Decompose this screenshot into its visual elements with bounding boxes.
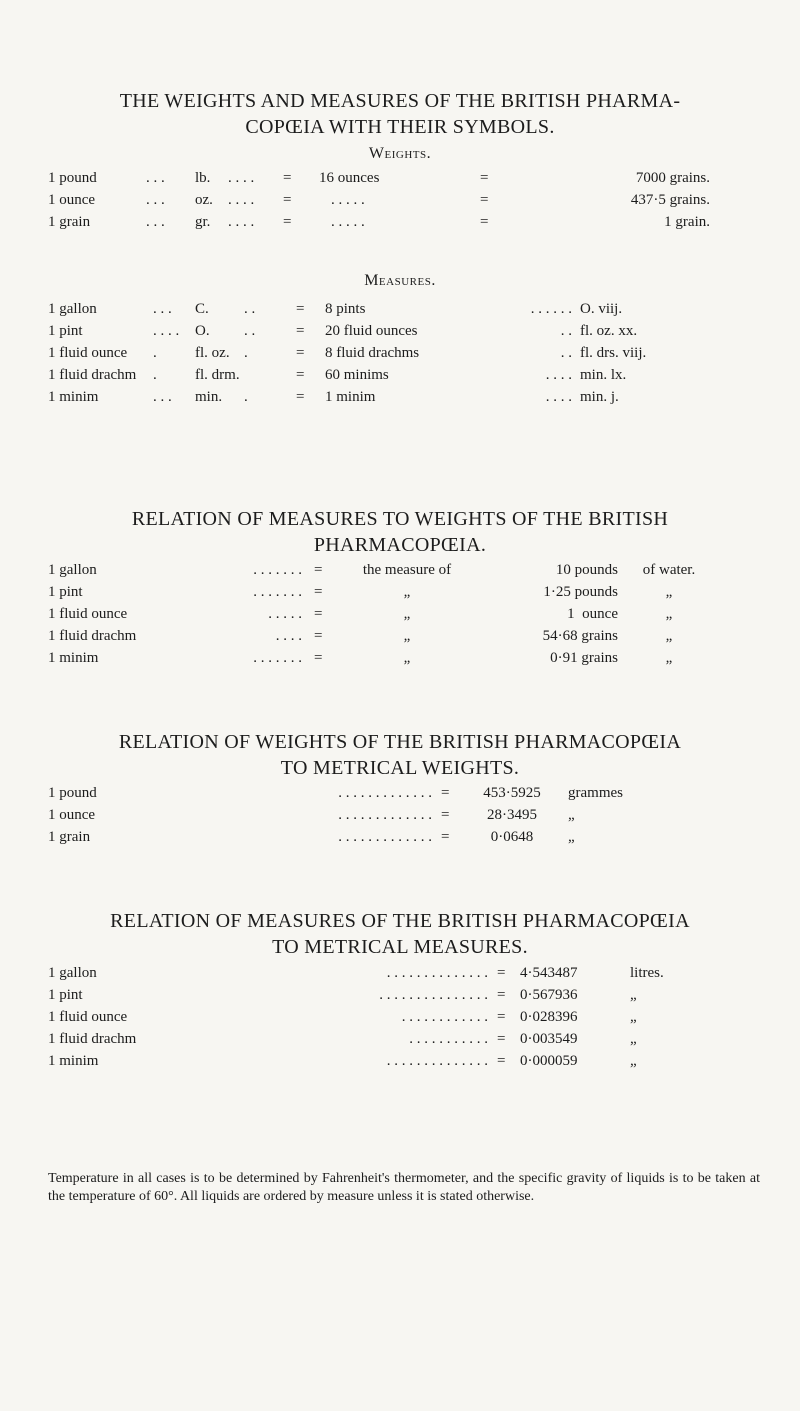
relation-weights-metric-title-line2: TO METRICAL WEIGHTS.: [280, 757, 520, 779]
unit-cell: 1 gallon: [48, 562, 97, 578]
leader-dots: . . . . . . .: [253, 562, 302, 578]
leader-dots: . . .: [146, 170, 165, 186]
unit-cell: 1 gallon: [48, 965, 97, 981]
amount-cell: 0·91 grains: [550, 650, 618, 666]
equals-sign: =: [441, 829, 450, 845]
suffix-cell: of water.: [642, 562, 696, 578]
suffix-cell: „: [665, 650, 673, 666]
leader-dots: . . . . .: [331, 214, 365, 230]
abbreviation-cell: fl. drs. viij.: [580, 345, 647, 361]
unit-cell: 1 ounce: [48, 192, 96, 208]
unit-cell: 1 pint: [48, 987, 83, 1003]
abbreviation-cell: O. viij.: [580, 301, 623, 317]
relation-measures-weights-title-line1: RELATION OF MEASURES TO WEIGHTS OF THE BRITISH: [131, 508, 669, 530]
description-cell: „: [403, 628, 411, 644]
leader-dots: . . . . . .: [530, 301, 572, 317]
amount-cell: 1·25 pounds: [543, 584, 618, 600]
suffix-cell: „: [630, 987, 637, 1003]
relation-measures-metric-title-line2: TO METRICAL MEASURES.: [272, 936, 528, 958]
equals-sign: =: [441, 785, 450, 801]
leader-dots: . . . .: [545, 367, 572, 383]
table-row: [0, 345, 800, 367]
unit-cell: 1 pint: [48, 323, 83, 339]
leader-dots: . . . .: [228, 192, 255, 208]
amount-cell: 54·68 grains: [542, 628, 618, 644]
leader-dots: . . . . . . .: [253, 584, 302, 600]
suffix-cell: „: [568, 807, 575, 823]
equals-sign: =: [314, 606, 323, 622]
measures-heading: Measures.: [364, 272, 436, 289]
suffix-cell: „: [630, 1009, 637, 1025]
symbol-cell: min.: [195, 389, 223, 405]
table-row: [0, 785, 800, 807]
equivalent-cell: 16 ounces: [319, 170, 380, 186]
value-cell: 0·003549: [520, 1031, 578, 1047]
leader-dots: .: [153, 367, 157, 383]
main-title: [40, 88, 760, 140]
leader-dots: . .: [560, 323, 572, 339]
temperature-note: Temperature in all cases is to be determined by Fahrenheit's thermometer, and the specific gravity of liquids is to be taken at the temperature of 60°. All liquids are ordered by measure unless it is stated otherwise.: [48, 1171, 760, 1204]
equals-sign: =: [283, 214, 292, 230]
equals-sign: =: [296, 323, 305, 339]
unit-cell: 1 fluid drachm: [48, 628, 137, 644]
leader-dots: . .: [560, 345, 572, 361]
equals-sign: =: [283, 192, 292, 208]
relation-weights-metric-title: [40, 729, 760, 781]
table-row: [0, 214, 800, 236]
grains-value-cell: 437·5 grains.: [630, 192, 710, 208]
table-row: [0, 1031, 800, 1053]
leader-dots: . . . .: [228, 170, 255, 186]
table-row: [0, 367, 800, 389]
table-row: [0, 650, 800, 672]
equals-sign: =: [497, 965, 506, 981]
value-cell: 453·5925: [483, 785, 541, 801]
value-cell: 0·028396: [520, 1009, 578, 1025]
unit-cell: 1 fluid ounce: [48, 606, 128, 622]
value-cell: 0·0648: [490, 829, 534, 845]
unit-cell: 1 grain: [48, 214, 91, 230]
table-row: [0, 606, 800, 628]
equals-sign: =: [480, 214, 489, 230]
table-row: [0, 965, 800, 987]
table-row: [0, 829, 800, 851]
unit-cell: 1 fluid drachm: [48, 1031, 137, 1047]
leader-dots: . . . .: [228, 214, 255, 230]
table-row: [0, 562, 800, 584]
suffix-cell: „: [630, 1053, 637, 1069]
description-cell: the measure of: [362, 562, 452, 578]
symbol-cell: oz.: [195, 192, 213, 208]
equals-sign: =: [497, 987, 506, 1003]
suffix-cell: „: [568, 829, 575, 845]
table-row: [0, 987, 800, 1009]
table-row: [0, 301, 800, 323]
table-row: [0, 192, 800, 214]
unit-cell: 1 pound: [48, 170, 97, 186]
equivalent-cell: 1 minim: [325, 389, 376, 405]
leader-dots: . . .: [146, 214, 165, 230]
equals-sign: =: [314, 628, 323, 644]
value-cell: 0·567936: [520, 987, 578, 1003]
weights-heading: Weights.: [368, 145, 432, 162]
leader-dots: . . .: [153, 389, 172, 405]
leader-dots: . . . .: [153, 323, 180, 339]
relation-measures-metric-title: [40, 908, 760, 960]
abbreviation-cell: min. lx.: [580, 367, 627, 383]
leader-dots: . . . . . . . . . . . . . .: [386, 1053, 488, 1069]
leader-dots: . . . . . . . . . . . . .: [338, 829, 432, 845]
relation-measures-weights-title-line2: PHARMACOPŒIA.: [313, 534, 487, 556]
equivalent-cell: 8 fluid drachms: [325, 345, 420, 361]
leader-dots: . . . . .: [268, 606, 302, 622]
main-title-line2: COPŒIA WITH THEIR SYMBOLS.: [245, 116, 555, 138]
unit-cell: 1 minim: [48, 389, 99, 405]
equals-sign: =: [314, 562, 323, 578]
suffix-cell: litres.: [630, 965, 664, 981]
symbol-cell: lb.: [195, 170, 211, 186]
equals-sign: =: [480, 170, 489, 186]
suffix-cell: „: [665, 584, 673, 600]
table-row: [0, 323, 800, 345]
table-row: [0, 584, 800, 606]
description-cell: „: [403, 584, 411, 600]
description-cell: „: [403, 606, 411, 622]
unit-cell: 1 gallon: [48, 301, 97, 317]
equals-sign: =: [296, 389, 305, 405]
relation-measures-weights-title: [40, 506, 760, 558]
unit-cell: 1 fluid drachm: [48, 367, 137, 383]
table-row: [0, 628, 800, 650]
equals-sign: =: [441, 807, 450, 823]
leader-dots: .: [244, 345, 248, 361]
unit-cell: 1 fluid ounce: [48, 345, 128, 361]
equals-sign: =: [296, 345, 305, 361]
suffix-cell: grammes: [568, 785, 623, 801]
leader-dots: . . . . . . . . . . . . .: [338, 785, 432, 801]
table-row: [0, 807, 800, 829]
leader-dots: . . . . .: [331, 192, 365, 208]
equivalent-cell: 60 minims: [325, 367, 389, 383]
description-cell: „: [403, 650, 411, 666]
table-row: [0, 170, 800, 192]
value-cell: 4·543487: [520, 965, 578, 981]
suffix-cell: „: [665, 606, 673, 622]
abbreviation-cell: min. j.: [580, 389, 619, 405]
equals-sign: =: [497, 1053, 506, 1069]
table-row: [0, 1009, 800, 1031]
leader-dots: . . . .: [275, 628, 302, 644]
equals-sign: =: [497, 1031, 506, 1047]
grains-value-cell: 1 grain.: [664, 214, 710, 230]
symbol-cell: O.: [195, 323, 210, 339]
leader-dots: . . . . . . .: [253, 650, 302, 666]
leader-dots: . . . . . . . . . . . . .: [338, 807, 432, 823]
equals-sign: =: [480, 192, 489, 208]
unit-cell: 1 fluid ounce: [48, 1009, 128, 1025]
amount-cell: 10 pounds: [555, 562, 618, 578]
table-row: [0, 389, 800, 411]
leader-dots: . .: [244, 301, 256, 317]
abbreviation-cell: fl. oz. xx.: [580, 323, 638, 339]
suffix-cell: „: [665, 628, 673, 644]
equals-sign: =: [296, 367, 305, 383]
equals-sign: =: [314, 584, 323, 600]
equals-sign: =: [283, 170, 292, 186]
unit-cell: 1 ounce: [48, 807, 96, 823]
unit-cell: 1 pound: [48, 785, 97, 801]
main-title-line1: THE WEIGHTS AND MEASURES OF THE BRITISH PHARMA-: [119, 90, 681, 112]
symbol-cell: C.: [195, 301, 209, 317]
relation-measures-metric-title-line1: RELATION OF MEASURES OF THE BRITISH PHARMACOPŒIA: [110, 910, 690, 932]
symbol-cell: fl. oz.: [195, 345, 230, 361]
equals-sign: =: [314, 650, 323, 666]
leader-dots: . . . . . . . . . . . . . . .: [379, 987, 488, 1003]
equals-sign: =: [497, 1009, 506, 1025]
leader-dots: .: [244, 389, 248, 405]
leader-dots: . . .: [146, 192, 165, 208]
amount-cell: 1 ounce: [567, 606, 618, 622]
leader-dots: . . . . . . . . . . . .: [401, 1009, 488, 1025]
leader-dots: . . . . . . . . . . . . . .: [386, 965, 488, 981]
relation-weights-metric-title-line1: RELATION OF WEIGHTS OF THE BRITISH PHARMACOPŒIA: [118, 731, 682, 753]
suffix-cell: „: [630, 1031, 637, 1047]
unit-cell: 1 minim: [48, 1053, 99, 1069]
leader-dots: . .: [244, 323, 256, 339]
table-row: [0, 1053, 800, 1075]
symbol-cell: fl. drm.: [195, 367, 240, 383]
leader-dots: . . .: [153, 301, 172, 317]
equals-sign: =: [296, 301, 305, 317]
value-cell: 28·3495: [487, 807, 537, 823]
value-cell: 0·000059: [520, 1053, 578, 1069]
unit-cell: 1 minim: [48, 650, 99, 666]
grains-value-cell: 7000 grains.: [635, 170, 710, 186]
leader-dots: . . . .: [545, 389, 572, 405]
equivalent-cell: 20 fluid ounces: [325, 323, 418, 339]
leader-dots: . . . . . . . . . . .: [409, 1031, 488, 1047]
unit-cell: 1 grain: [48, 829, 91, 845]
unit-cell: 1 pint: [48, 584, 83, 600]
leader-dots: .: [153, 345, 157, 361]
equivalent-cell: 8 pints: [325, 301, 366, 317]
symbol-cell: gr.: [195, 214, 211, 230]
